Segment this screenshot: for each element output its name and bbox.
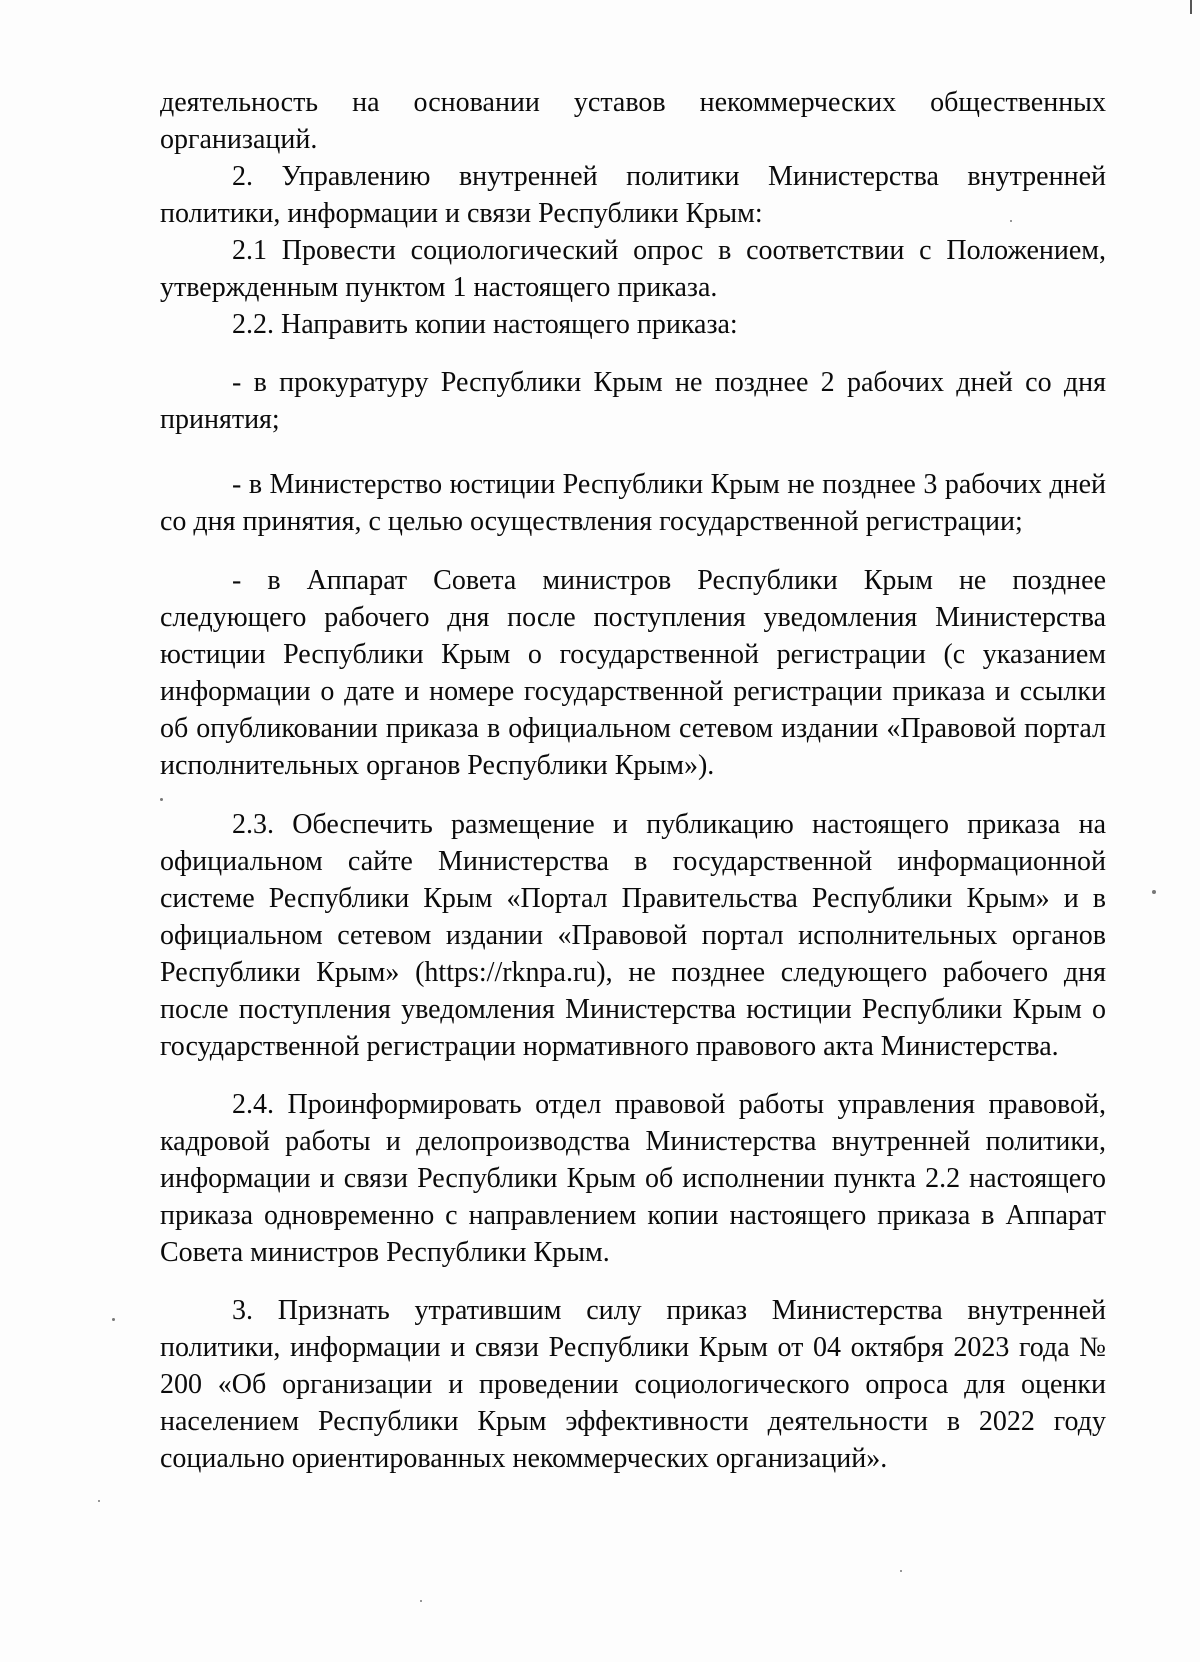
document-body-list <box>160 364 1106 438</box>
document-body-list <box>160 562 1106 784</box>
scan-speck <box>112 1318 115 1321</box>
scan-edge-mark <box>1190 0 1192 14</box>
paragraph-item-2-4: 2.4. Проинформировать отдел правовой работы управления правовой, кадровой работы и делопроизводства Министерства внутренней политики, информации и связи Республики Крым об исполнении пункта 2.2 настоящего приказа одновременно с направлением копии настоящего приказа в Аппарат Совета министров Республики Крым. <box>160 1089 1106 1268</box>
paragraph-item-3: 3. Признать утратившим силу приказ Министерства внутренней политики, информации и связи Республики Крым от 04 октября 2023 года № 200 «Об организации и проведении социологического опроса для оценки населением Республики Крым эффективности деятельности в 2022 году социально ориентированных некоммерческих организаций». <box>160 1295 1106 1474</box>
paragraph-item-2-1: 2.1 Провести социологический опрос в соответствии с Положением, утвержденным пунктом 1 настоящего приказа. <box>160 235 1106 303</box>
paragraph-item-2-3: 2.3. Обеспечить размещение и публикацию настоящего приказа на официальном сайте Министерства в государственной информационной системе Республики Крым «Портал Правительства Республики Крым» и в официальном сетевом издании «Правовой портал исполнительных органов Республики Крым» (https://rknpa.ru), не позднее следующего рабочего дня после поступления уведомления Министерства юстиции Республики Крым о государственной регистрации нормативного правового акта Министерства. <box>160 809 1106 1062</box>
paragraph-list-apparatus: - в Аппарат Совета министров Республики Крым не позднее следующего рабочего дня после поступления уведомления Министерства юстиции Республики Крым о государственной регистрации (с указанием информации о дате и номере государственной регистрации приказа и ссылки об опубликовании приказа в официальном сетевом издании «Правовой портал исполнительных органов Республики Крым»). <box>160 565 1106 781</box>
paragraph-item-2-2: 2.2. Направить копии настоящего приказа: <box>232 309 738 340</box>
paragraph-list-justice: - в Министерство юстиции Республики Крым не позднее 3 рабочих дней со дня принятия, с целью осуществления государственной регистрации; <box>160 469 1106 537</box>
document-body <box>160 84 1106 343</box>
scan-speck <box>900 1570 902 1572</box>
scan-speck <box>1010 220 1012 222</box>
scan-speck <box>1152 890 1156 894</box>
scan-speck <box>160 798 163 801</box>
document-body <box>160 1292 1106 1477</box>
paragraph-list-prosecutor: - в прокуратуру Республики Крым не позднее 2 рабочих дней со дня принятия; <box>160 367 1106 435</box>
paragraph-continuation: деятельность на основании уставов некоммерческих общественных организаций. <box>160 87 1106 155</box>
paragraph-item-2: 2. Управлению внутренней политики Министерства внутренней политики, информации и связи Республики Крым: <box>160 161 1106 229</box>
scan-speck <box>98 1500 100 1502</box>
document-body-list <box>160 466 1106 540</box>
document-body <box>160 806 1106 1065</box>
scan-speck <box>420 1600 422 1602</box>
document-body <box>160 1086 1106 1271</box>
